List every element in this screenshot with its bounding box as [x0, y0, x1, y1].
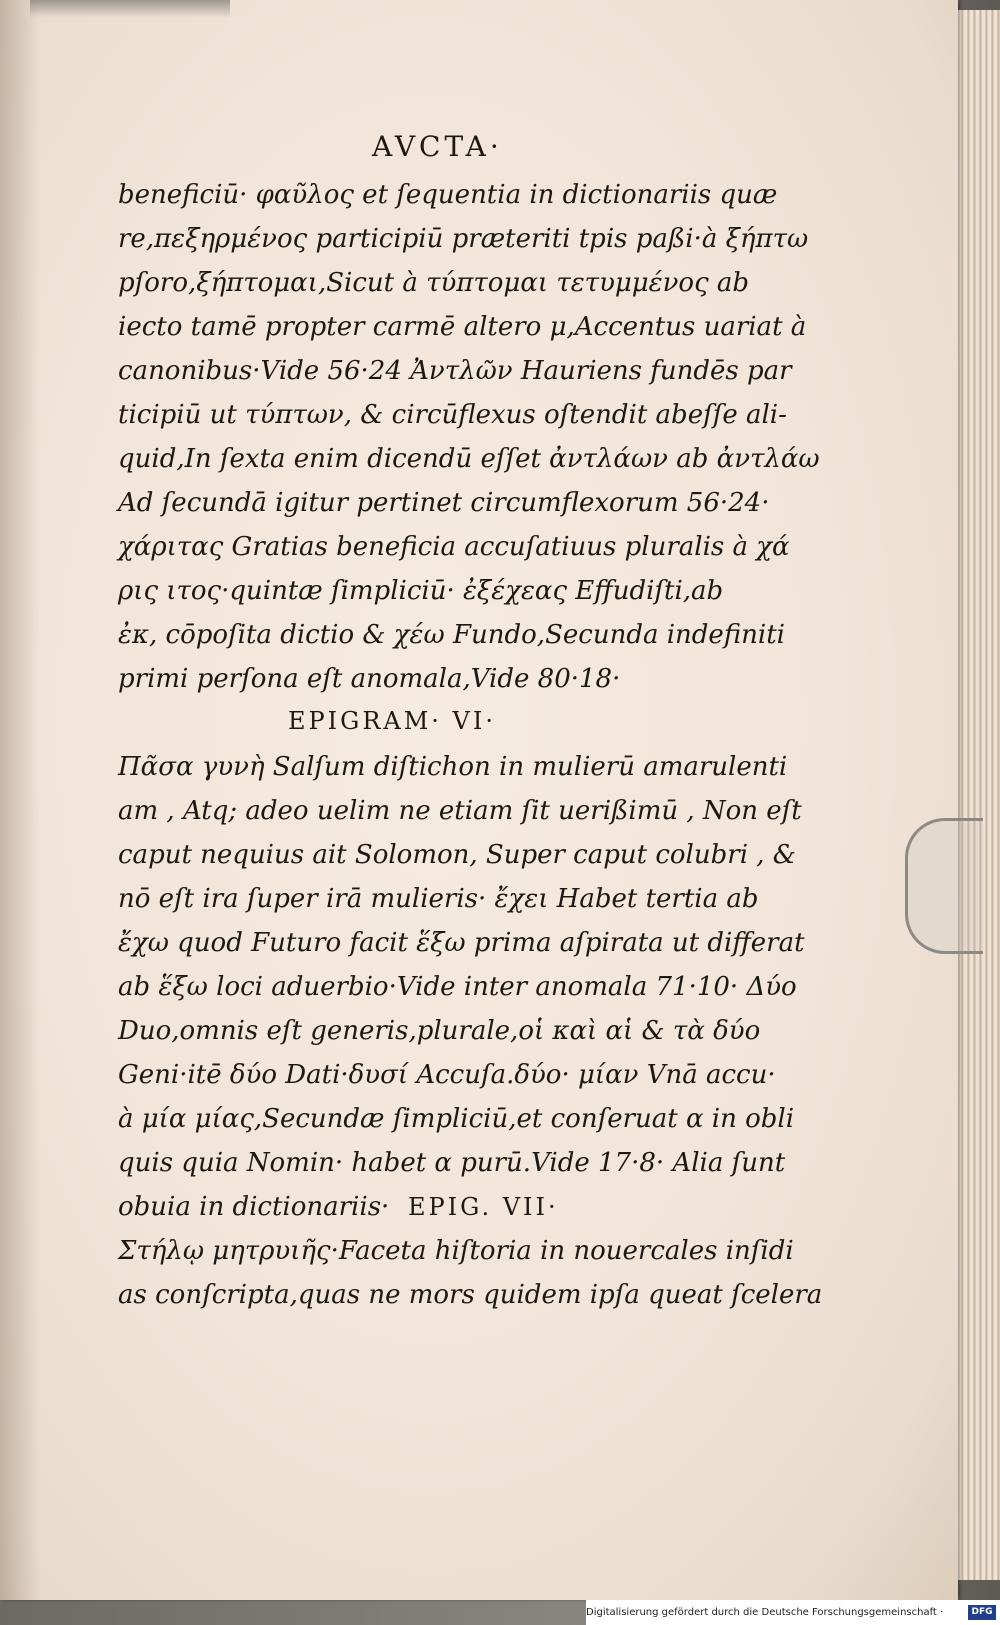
text-line: ab ἕξω loci aduerbio·Vide inter anomala 71·10· Δύο: [118, 972, 797, 1002]
dfg-logo: DFG: [968, 1605, 996, 1620]
text-line: Duo,omnis eſt generis,plurale,οἱ καὶ αἱ & τὰ δύο: [118, 1016, 761, 1046]
epigram-heading: EPIG. VII·: [408, 1193, 559, 1221]
text-line: pſoro,ξήπτομαι,Sicut à τύπτομαι τετυμμένος ab: [118, 268, 750, 298]
text-line: canonibus·Vide 56·24 Ἀντλῶν Hauriens fundēs par: [118, 356, 792, 386]
text-line: Πᾶσα γυνὴ Salſum diſtichon in mulierū amarulenti: [118, 752, 788, 782]
epigram-heading: EPIGRAM· VI·: [288, 707, 496, 735]
text-line: as conſcripta,quas ne mors quidem ipſa queat ſcelera: [118, 1280, 823, 1310]
text-line: ρις ιτος·quintæ ſimpliciū· ἐξέχεας Effudiſti,ab: [118, 576, 724, 606]
text-line: re,πεξηρμένος participiū præteriti tpis paßi·à ξήπτω: [118, 224, 809, 254]
text-line: primi perſona eſt anomala,Vide 80·18·: [118, 664, 621, 694]
running-head: AVCTA·: [372, 130, 503, 163]
text-line: à μία μίας,Secundæ ſimpliciū,et conſeruat α in obli: [118, 1104, 795, 1134]
digitization-footer: [586, 1600, 1000, 1625]
text-line: obuia in dictionariis·: [118, 1192, 390, 1222]
text-line: Geni·itē δύο Dati·δυσί Accuſa.δύο· μίαν Vnā accu·: [118, 1060, 776, 1090]
text-line: nō eſt ira ſuper irā mulieris· ἔχει Habet tertia ab: [118, 884, 759, 914]
text-line: quis quia Nomin· habet α purū.Vide 17·8· Alia ſunt: [118, 1148, 786, 1178]
text-line: quid,In ſexta enim dicendū eſſet ἀντλάων ab ἀντλάω: [118, 444, 820, 474]
footer-credit: Digitalisierung gefördert durch die Deutsche Forschungsgemeinschaft ·: [586, 1607, 944, 1618]
text-line: iecto tamē propter carmē altero μ,Accentus uariat à: [118, 312, 807, 342]
text-line: am , Atq; adeo uelim ne etiam ſit uerißimū , Non eſt: [118, 796, 802, 826]
text-line: caput nequius ait Solomon, Super caput colubri , &: [118, 840, 796, 870]
page-clip: [905, 818, 983, 954]
text-line: ticipiū ut τύπτων, & circūflexus oſtendit abeſſe ali-: [118, 400, 787, 430]
text-line: ἔχω quod Futuro facit ἕξω prima aſpirata ut differat: [118, 928, 805, 958]
text-line: ἐκ, cōpoſita dictio & χέω Fundo,Secunda indefiniti: [118, 620, 785, 650]
text-line: Ad ſecundā igitur pertinet circumflexorum 56·24·: [118, 488, 770, 518]
text-line: Στήλῳ μητρυιῆς·Faceta hiſtoria in nouercales inſidi: [118, 1236, 794, 1266]
text-line: beneficiū· φαῦλος et ſequentia in dictionariis quæ: [118, 180, 778, 210]
top-stain: [30, 0, 230, 18]
text-line: χάριτας Gratias beneficia accuſatiuus pluralis à χά: [118, 532, 790, 562]
